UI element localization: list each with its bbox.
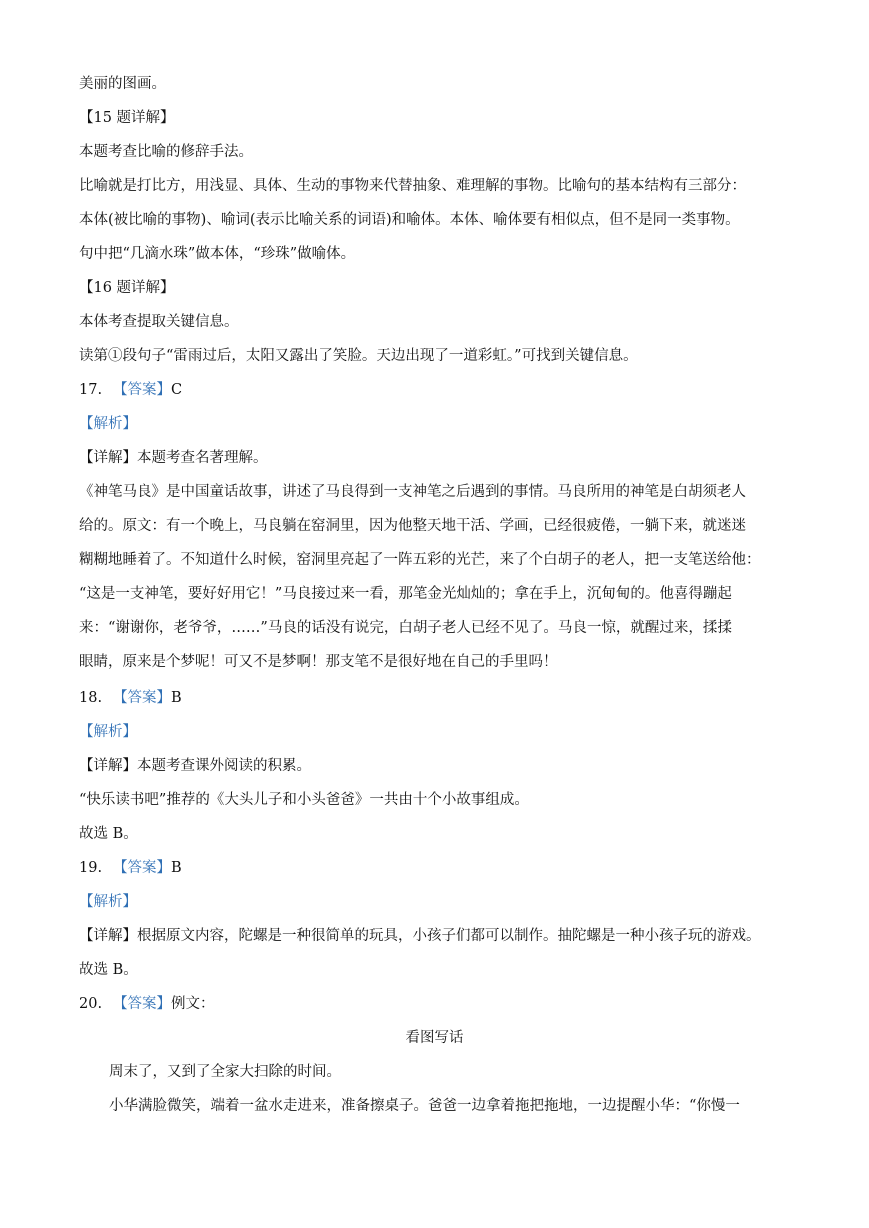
answer-tag: 【答案】 bbox=[113, 996, 171, 1012]
text-line: “这是一支神笔，要好好用它！”马良接过来一看，那笔金光灿灿的；拿在手上，沉甸甸的。他喜得蹦起 bbox=[79, 586, 732, 602]
text-line: 【详解】本题考查名著理解。 bbox=[79, 450, 268, 466]
text-line: 给的。原文：有一个晚上，马良躺在窑洞里，因为他整天地干活、学画，已经很疲倦，一躺下来，就迷迷 bbox=[79, 518, 746, 534]
text-line: 比喻就是打比方，用浅显、具体、生动的事物来代替抽象、难理解的事物。比喻句的基本结构有三部分： bbox=[79, 178, 746, 194]
answer-value: 例文： bbox=[171, 996, 215, 1012]
text-line: 本题考查比喻的修辞手法。 bbox=[79, 144, 253, 160]
answer-tag: 【答案】 bbox=[113, 860, 171, 876]
answer-line-q19 bbox=[79, 858, 182, 878]
text-line: 来：“谢谢你，老爷爷，……”马良的话没有说完，白胡子老人已经不见了。马良一惊，就醒过来，揉揉 bbox=[79, 620, 732, 636]
text-line: 读第①段句子“雷雨过后，太阳又露出了笑脸。天边出现了一道彩虹。”可找到关键信息。 bbox=[79, 348, 638, 364]
text-line: 故选 B。 bbox=[79, 826, 138, 842]
text-line: 故选 B。 bbox=[79, 962, 138, 978]
essay-title: 看图写话 bbox=[405, 1030, 464, 1046]
text-line: 眼睛，原来是个梦呢！可又不是梦啊！那支笔不是很好地在自己的手里吗！ bbox=[79, 654, 558, 670]
section-heading-q16: 【16 题详解】 bbox=[79, 280, 175, 296]
text-line: 美丽的图画。 bbox=[79, 76, 166, 92]
text-line: 《神笔马良》是中国童话故事，讲述了马良得到一支神笔之后遇到的事情。马良所用的神笔是白胡须老人 bbox=[79, 484, 746, 500]
text-line: 【详解】根据原文内容，陀螺是一种很简单的玩具，小孩子们都可以制作。抽陀螺是一种小孩子玩的游戏。 bbox=[79, 928, 761, 944]
text-line: 糊糊地睡着了。不知道什么时候，窑洞里亮起了一阵五彩的光芒，来了个白胡子的老人，把一支笔送给他： bbox=[79, 552, 761, 568]
question-number: 20. bbox=[79, 996, 103, 1012]
question-number: 18. bbox=[79, 690, 103, 706]
analysis-tag: 【解析】 bbox=[79, 894, 137, 910]
question-number: 19. bbox=[79, 860, 103, 876]
section-heading-q15: 【15 题详解】 bbox=[79, 110, 175, 126]
text-line: 【详解】本题考查课外阅读的积累。 bbox=[79, 758, 311, 774]
essay-paragraph: 周末了，又到了全家大扫除的时间。 bbox=[109, 1064, 341, 1080]
question-number: 17. bbox=[79, 382, 103, 398]
text-line: 本体(被比喻的事物)、喻词(表示比喻关系的词语)和喻体。本体、喻体要有相似点，但不是同一类事物。 bbox=[79, 212, 740, 228]
answer-line-q20 bbox=[79, 994, 215, 1014]
answer-tag: 【答案】 bbox=[113, 382, 171, 398]
answer-value: B bbox=[171, 690, 182, 706]
answer-line-q18 bbox=[79, 688, 182, 708]
answer-tag: 【答案】 bbox=[113, 690, 171, 706]
text-line: “快乐读书吧”推荐的《大头儿子和小头爸爸》一共由十个小故事组成。 bbox=[79, 792, 529, 808]
analysis-tag: 【解析】 bbox=[79, 416, 137, 432]
text-line: 句中把“几滴水珠”做本体，“珍珠”做喻体。 bbox=[79, 246, 356, 262]
text-line: 本体考查提取关键信息。 bbox=[79, 314, 239, 330]
analysis-tag: 【解析】 bbox=[79, 724, 137, 740]
essay-paragraph: 小华满脸微笑，端着一盆水走进来，准备擦桌子。爸爸一边拿着拖把拖地，一边提醒小华：“你慢一 bbox=[109, 1098, 740, 1114]
answer-value: C bbox=[171, 382, 183, 398]
answer-line-q17 bbox=[79, 380, 182, 400]
answer-value: B bbox=[171, 860, 182, 876]
